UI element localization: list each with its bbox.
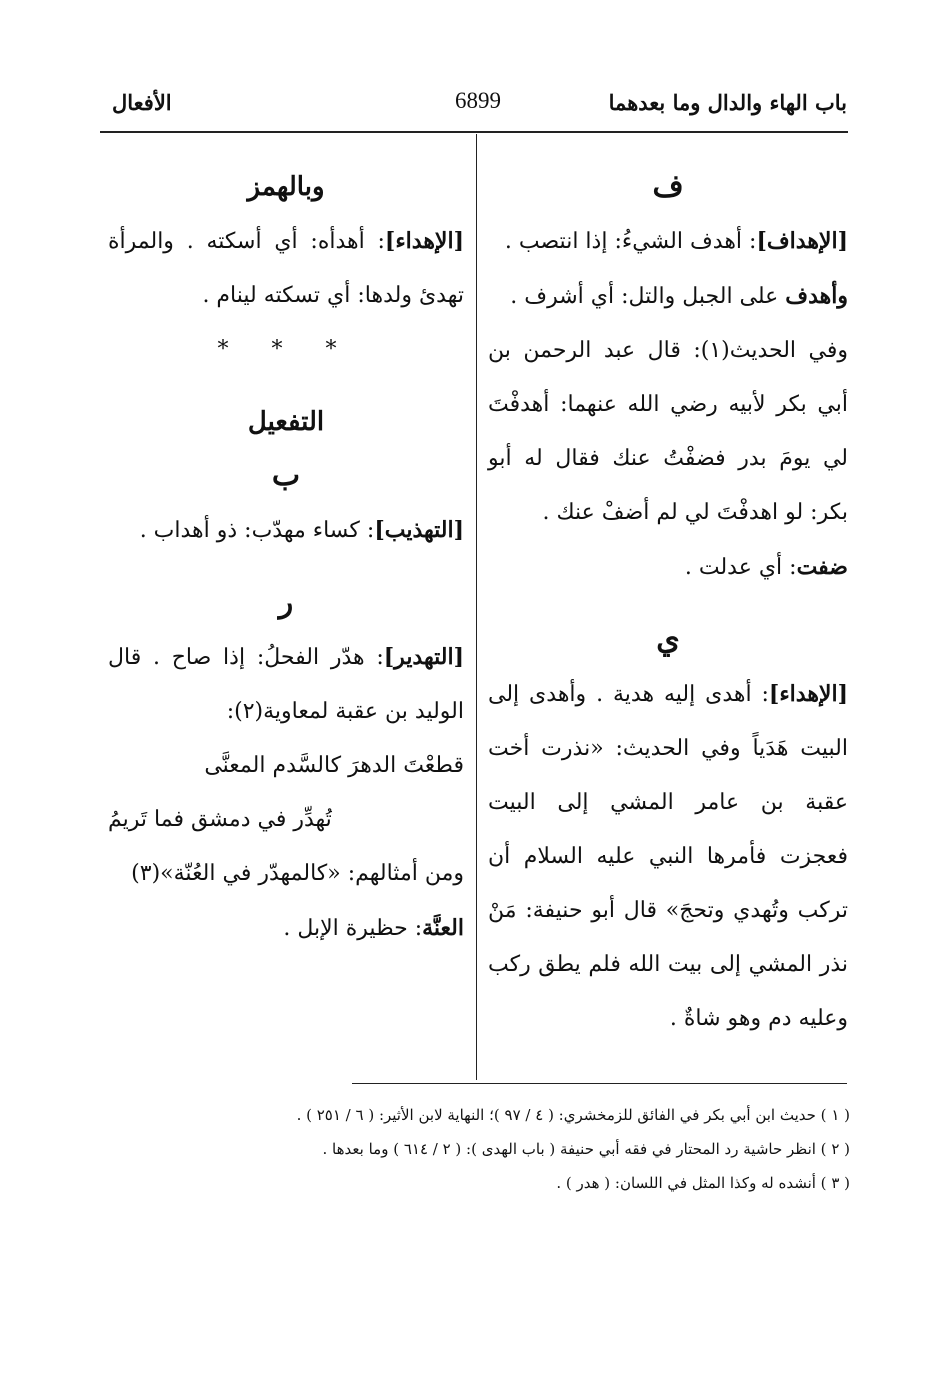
entry-definition: : حظيرة الإبل .	[283, 916, 423, 941]
entry-unna	[108, 901, 464, 956]
page-header	[0, 0, 945, 130]
entry-tahdir	[108, 630, 464, 739]
section-separator-stars: * * *	[217, 337, 355, 362]
entry-definition: : كساء مهدّب: ذو أهداب .	[139, 518, 375, 543]
chapter-title: باب الهاء والدال وما بعدهما	[608, 90, 847, 115]
letter-heading-ba: ب	[271, 458, 301, 493]
footnotes	[150, 1098, 850, 1200]
entry-definition: : هدّر الفحلُ: إذا صاح . قال الوليد بن عقبة لمعاوية(٢):	[108, 645, 464, 724]
entry-definition: : أي عدلت .	[684, 555, 797, 580]
footnote-rule	[352, 1083, 847, 1084]
right-column	[488, 160, 848, 1046]
entry-definition: : أهدى إليه هدية . وأهدى إلى البيت هَدَياً وفي الحديث: «نذرت أخت عقبة بن عامر المشي إلى البيت فعجزت فأمرها النبي عليه السلام أن تركب وتُهدي وتحجَ» قال أبو حنيفة: مَنْ نذر المشي إلى بيت الله فلم يطق ركب وعليه دم وهو شاةٌ .	[488, 682, 848, 1031]
entry-ihdaf	[488, 214, 848, 269]
entry-dift	[488, 540, 848, 595]
entry-definition: : أهدأه: أي أسكته . والمرأة تهدئ ولدها: أي تسكته لينام .	[108, 229, 464, 308]
entry-term: [الإهداء]	[768, 681, 848, 707]
entry-term: [الإهداء]	[384, 228, 464, 254]
entry-term: وأهدف	[785, 283, 848, 309]
left-column	[108, 160, 464, 956]
verse-line-2: تُهدِّر في دمشق فما تَريمُ	[108, 807, 332, 832]
entry-term: [التهدير]	[383, 644, 464, 670]
page-number: 6899	[455, 88, 501, 113]
entry-ihda-hamz	[108, 214, 464, 323]
entry-term: العنَّة	[422, 915, 464, 941]
entry-term: [الإهداف]	[756, 228, 848, 254]
entry-ihda	[488, 667, 848, 1046]
entry-definition: : أهدف الشيءُ: إذا انتصب .	[504, 229, 757, 254]
footnote-3: ( ٣ ) أنشده له وكذا المثل في اللسان: ( هدر ) .	[556, 1174, 850, 1192]
letter-heading-ra: ر	[278, 585, 294, 620]
header-rule	[100, 131, 848, 133]
column-divider	[476, 134, 477, 1080]
letter-heading-fa: ف	[652, 169, 684, 204]
verse-line-1: قطعْتَ الدهرَ كالسَّدم المعنَّى	[204, 753, 464, 778]
entry-term: [التهذيب]	[374, 517, 464, 543]
entry-definition: على الجبل والتل: أي أشرف .	[510, 284, 779, 309]
footnote-2: ( ٢ ) انظر حاشية رد المحتار في فقه أبي حنيفة ( باب الهدى ): ( ٢ / ٦١٤ ) وما بعدها .	[322, 1140, 850, 1158]
hamz-heading: وبالهمز	[247, 172, 325, 202]
hadith-paragraph: وفي الحديث(١): قال عبد الرحمن بن أبي بكر لأبيه رضي الله عنهما: أهدفْتَ لي يومَ بدر فضفْتُ عنك فقال له أبو بكر: لو اهدفْتَ لي لم أضفْ عنك .	[488, 338, 849, 525]
entry-tahdhib	[108, 503, 464, 558]
entry-ahdaf	[488, 269, 848, 324]
letter-heading-ya: ي	[656, 622, 680, 657]
section-title: الأفعال	[112, 90, 172, 115]
proverb-line: ومن أمثالهم: «كالمهدّر في العُنّة»(٣)	[131, 861, 464, 886]
footnote-1: ( ١ ) حديث ابن أبي بكر في الفائق للزمخشري: ( ٤ / ٩٧ )؛ النهاية لابن الأثير: ( ٦ / ٢٥١ ) .	[296, 1106, 850, 1124]
tafil-heading: التفعيل	[247, 407, 325, 437]
entry-term: ضفت	[796, 554, 848, 580]
